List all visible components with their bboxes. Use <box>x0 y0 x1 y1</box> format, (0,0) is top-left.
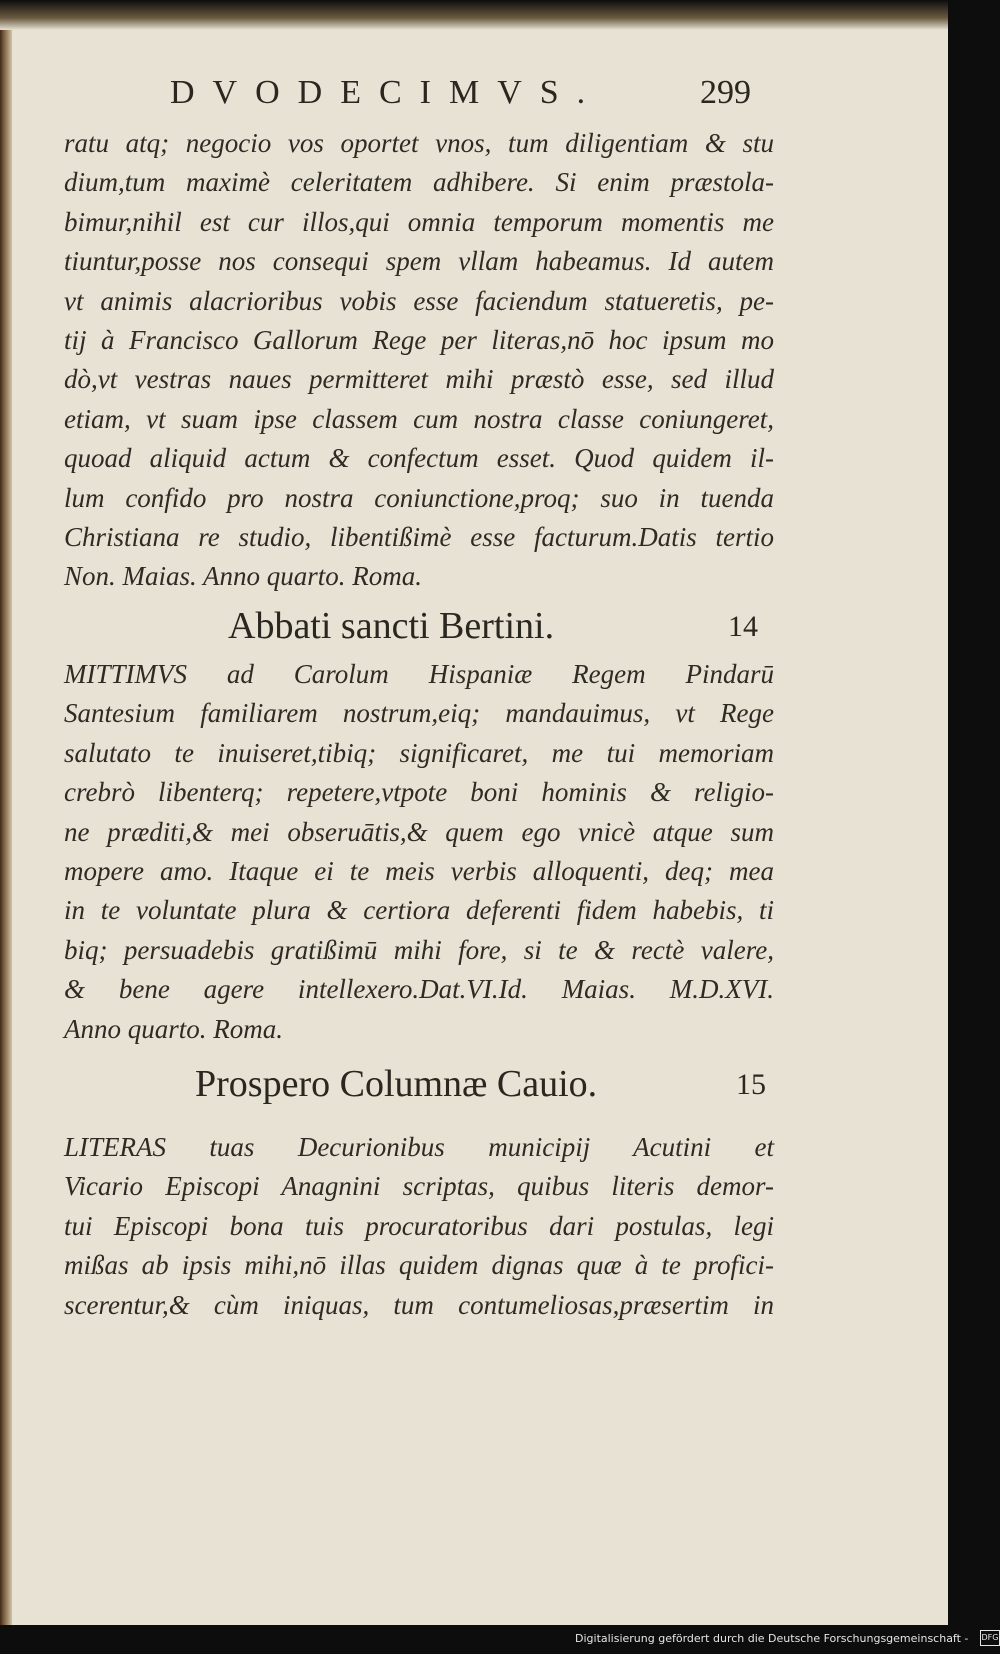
text-line: Anno quarto. Roma. <box>64 1013 283 1044</box>
text-line: biq; persuadebis gratißimū mihi fore, si te & rectè valere, <box>64 934 774 965</box>
text-line: vt animis alacrioribus vobis esse faciendum statueretis, pe- <box>64 285 774 316</box>
digitization-credit: Digitalisierung gefördert durch die Deutsche Forschungsgemeinschaft - <box>575 1632 969 1645</box>
running-title: DVODECIMVS. <box>170 74 604 111</box>
letter-14-body <box>64 655 774 1049</box>
text-line: bimur,nihil est cur illos,qui omnia temporum momentis me <box>64 206 774 237</box>
text-line: tij à Francisco Gallorum Rege per literas,nō hoc ipsum mo <box>64 324 774 355</box>
text-line: dò,vt vestras naues permitteret mihi præstò esse, sed illud <box>64 364 774 395</box>
text-line: salutato te inuiseret,tibiq; significaret, me tui memoriam <box>64 737 774 768</box>
text-line: MITTIMVS ad Carolum Hispaniæ Regem Pindarū <box>64 659 774 689</box>
page-spine-edge <box>0 0 12 1625</box>
text-line: crebrò libenterq; repetere,vtpote boni hominis & religio- <box>64 777 774 808</box>
text-line: LITERAS tuas Decurionibus municipij Acutini et <box>64 1132 774 1162</box>
page-top-edge <box>0 0 948 30</box>
text-line: Vicario Episcopi Anagnini scriptas, quibus literis demor- <box>64 1171 774 1202</box>
letter-15-number: 15 <box>736 1068 766 1101</box>
text-line: Santesium familiarem nostrum,eiq; mandauimus, vt Rege <box>64 698 774 729</box>
letter-14-number: 14 <box>728 610 758 643</box>
text-line: Christiana re studio, libentißimè esse facturum.Datis tertio <box>64 521 774 552</box>
text-line: Non. Maias. Anno quarto. Roma. <box>64 561 423 592</box>
text-line: scerentur,& cùm iniquas, tum contumeliosas,præsertim in <box>64 1289 774 1320</box>
text-line: mopere amo. Itaque ei te meis verbis alloquenti, deq; mea <box>64 855 774 886</box>
text-line: mißas ab ipsis mihi,nō illas quidem dignas quæ à te profici- <box>64 1250 774 1281</box>
text-line: ratu atq; negocio vos oportet vnos, tum diligentiam & stu <box>64 128 774 158</box>
text-line: tiuntur,posse nos consequi spem vllam habeamus. Id autem <box>64 246 774 277</box>
text-line: quoad aliquid actum & confectum esset. Quod quidem il- <box>64 443 774 474</box>
letter-15-heading: Prospero Columnæ Cauio. <box>195 1063 598 1105</box>
text-line: ne præditi,& mei obseruātis,& quem ego vnicè atque sum <box>64 816 774 847</box>
letter-15-body <box>64 1128 774 1325</box>
letter-14-heading: Abbati sancti Bertini. <box>228 605 555 647</box>
text-line: in te voluntate plura & certiora deferenti fidem habebis, ti <box>64 895 774 926</box>
text-line: tui Episcopi bona tuis procuratoribus dari postulas, legi <box>64 1210 774 1241</box>
letter-continuation <box>64 124 774 597</box>
text-line: lum confido pro nostra coniunctione,proq; suo in tuenda <box>64 482 774 513</box>
page-number: 299 <box>700 74 751 111</box>
dfg-logo: DFG <box>980 1630 1000 1646</box>
text-line: & bene agere intellexero.Dat.VI.Id. Maias. M.D.XVI. <box>64 974 774 1005</box>
text-line: etiam, vt suam ipse classem cum nostra classe coniungeret, <box>64 403 774 434</box>
text-line: dium,tum maximè celeritatem adhibere. Si enim præstola- <box>64 167 774 198</box>
